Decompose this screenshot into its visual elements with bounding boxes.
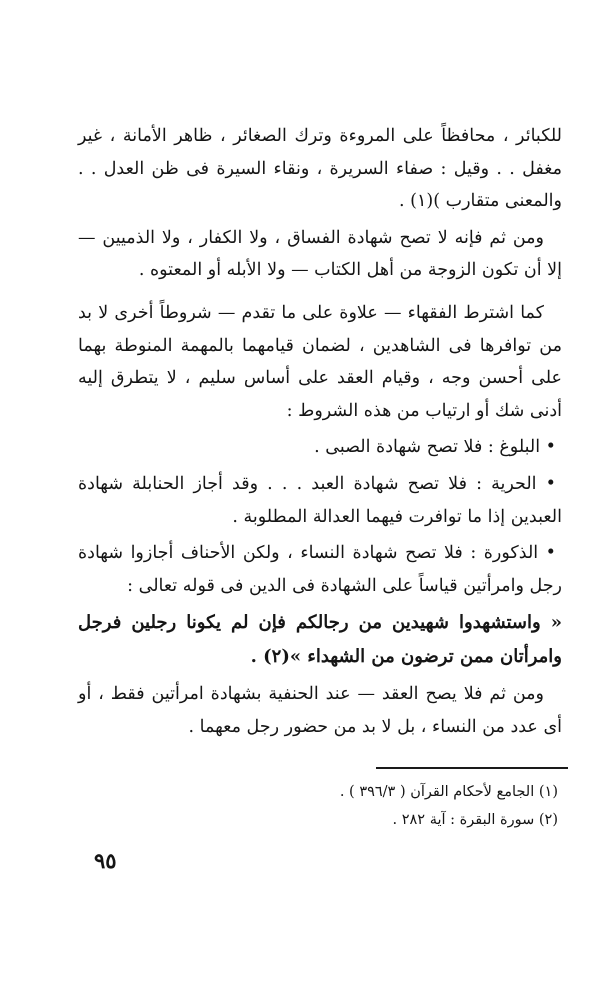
- quran-verse: « واستشهدوا شهيدين من رجالكم فإن لم يكونا رجلين فرجل وامرأتان ممن ترضون من الشهداء »(٢) .: [78, 612, 562, 668]
- page-number: ٩٥: [94, 848, 117, 873]
- footnote-separator: [376, 767, 568, 769]
- footnote-1: (١) الجامع لأحكام القرآن ( ٣٩٦/٣ ) .: [339, 784, 558, 800]
- paragraph-witness-exclusions: ومن ثم فإنه لا تصح شهادة الفساق ، ولا الكفار ، ولا الذميين — إلا أن تكون الزوجة من أهل الكتاب — ولا الأبله أو المعتوه .: [78, 227, 562, 281]
- paragraph-conclusion: ومن ثم فلا يصح العقد — عند الحنفية بشهادة امرأتين فقط ، أو أى عدد من النساء ، بل لا بد من حضور رجل معهما .: [78, 684, 562, 737]
- main-text: [78, 120, 562, 754]
- condition-freedom: • الحرية : فلا تصح شهادة العبد . . . وقد أجاز الحنابلة شهادة العبدين إذا ما توافرت فيهما العدالة المطلوبة .: [78, 473, 562, 527]
- footnotes: [140, 778, 558, 834]
- condition-masculinity: • الذكورة : فلا تصح شهادة النساء ، ولكن الأحناف أجازوا شهادة رجل وامرأتين قياساً على الشهادة فى الدين فى قوله تعالى :: [78, 543, 562, 596]
- condition-puberty: • البلوغ : فلا تصح شهادة الصبى .: [314, 437, 556, 458]
- paragraph-continuation: للكبائر ، محافظاً على المروءة وترك الصغائر ، ظاهر الأمانة ، غير مغفل . . وقيل : صفاء السريرة ، ونقاء السيرة فى ظن العدل . . والمعنى متقارب )(١) .: [78, 126, 562, 212]
- footnote-2: (٢) سورة البقرة : آية ٢٨٢ .: [392, 812, 558, 828]
- paragraph-conditions-intro: كما اشترط الفقهاء — علاوة على ما تقدم — شروطاً أخرى لا بد من توافرها فى الشاهدين ، لضمان قيامهما بالمهمة المنوطة بهما على أحسن وجه ، وقيام العقد على أساس سليم ، لا يتطرق إليه أدنى شك أو ارتياب من هذه الشروط :: [78, 302, 562, 421]
